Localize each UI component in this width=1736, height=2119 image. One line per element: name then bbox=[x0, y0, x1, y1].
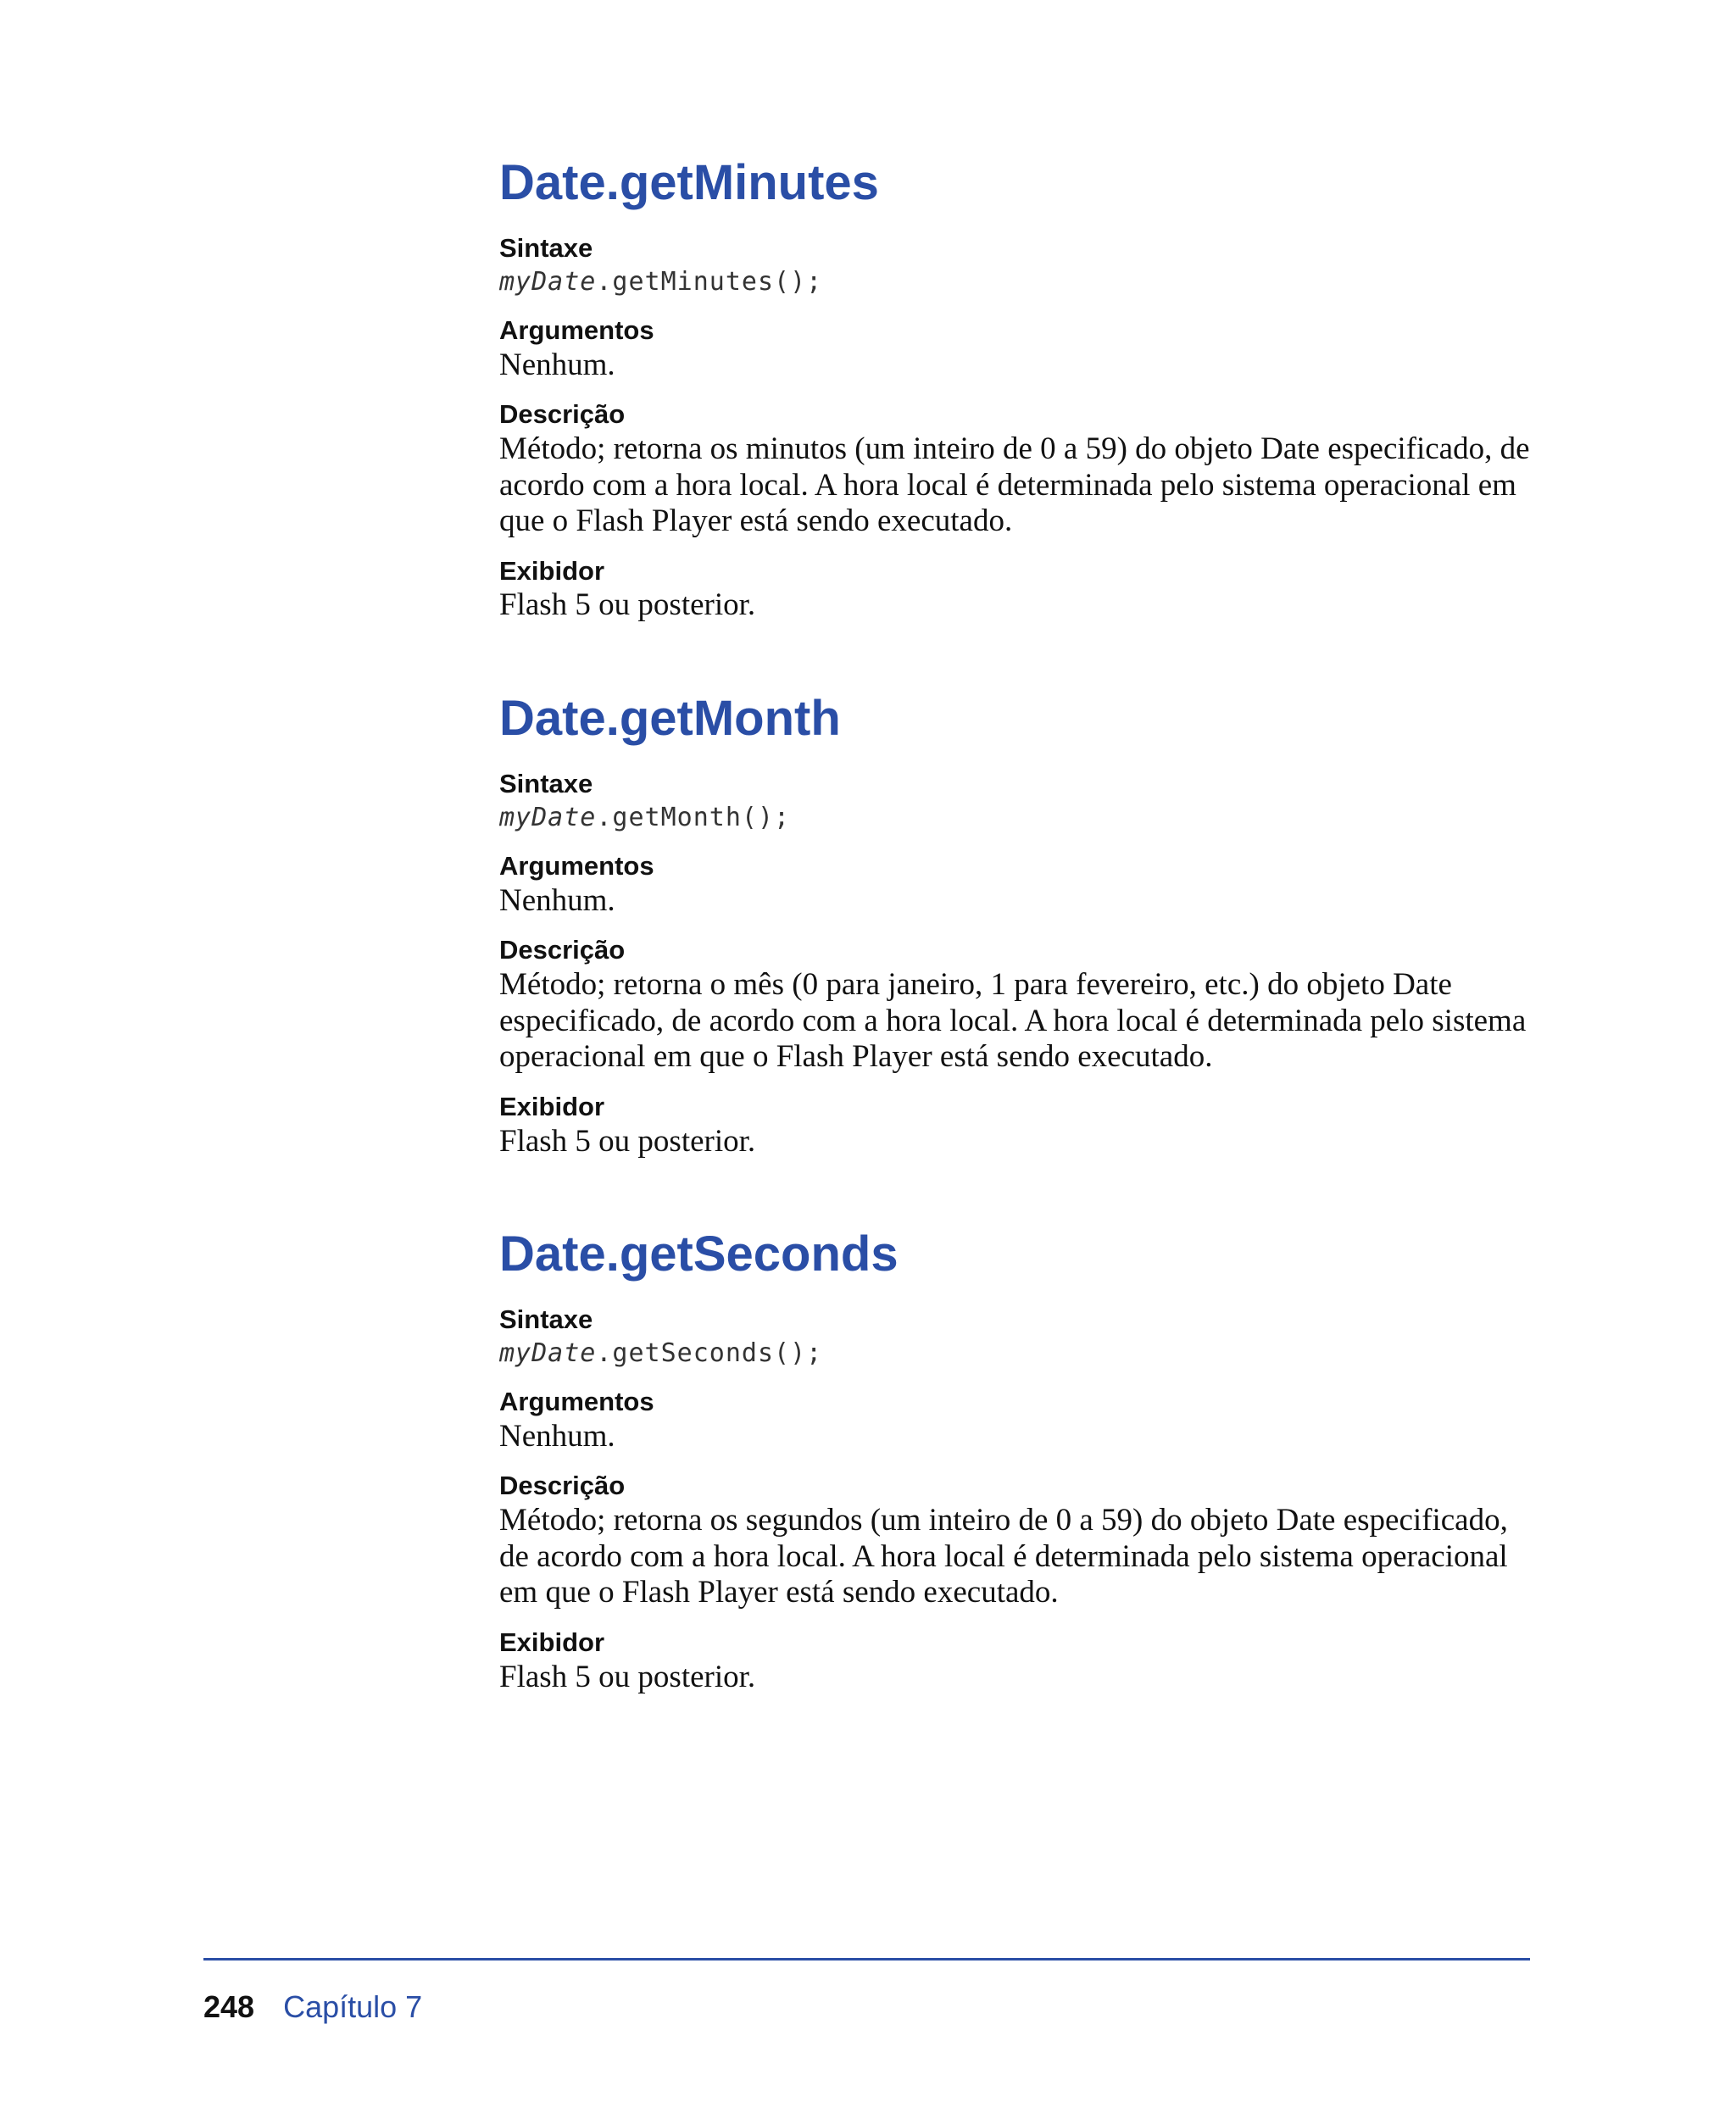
section-title: Date.getMinutes bbox=[499, 155, 879, 210]
player-label: Exibidor bbox=[499, 1091, 605, 1121]
arguments-label: Argumentos bbox=[499, 1387, 654, 1417]
player-block bbox=[499, 1091, 1533, 1160]
syntax-label: Sintaxe bbox=[499, 232, 593, 263]
page-content bbox=[499, 156, 1533, 1763]
syntax-method: .getMinutes(); bbox=[596, 266, 823, 297]
player-text: Flash 5 ou posterior. bbox=[499, 587, 756, 623]
arguments-text: Nenhum. bbox=[499, 347, 615, 382]
description-text: Método; retorna os segundos (um inteiro de 0 a 59) do objeto Date especificado, de acordo com a hora local. A hora local é determinada pelo sistema operacional em que o Flash Player está sendo executado. bbox=[499, 1503, 1508, 1610]
description-label: Descrição bbox=[499, 935, 626, 965]
syntax-variable: myDate bbox=[499, 266, 597, 297]
page-number: 248 bbox=[203, 1989, 255, 2024]
syntax-code bbox=[499, 801, 1533, 836]
section-title: Date.getSeconds bbox=[499, 1226, 899, 1282]
syntax-block bbox=[499, 232, 1533, 299]
arguments-block bbox=[499, 850, 1533, 919]
player-label: Exibidor bbox=[499, 555, 605, 586]
syntax-variable: myDate bbox=[499, 1338, 597, 1368]
section-date-getminutes bbox=[499, 156, 1533, 624]
section-title: Date.getMonth bbox=[499, 691, 841, 747]
syntax-method: .getMonth(); bbox=[596, 802, 791, 832]
description-label: Descrição bbox=[499, 399, 626, 430]
description-text: Método; retorna o mês (0 para janeiro, 1 para fevereiro, etc.) do objeto Date especificado, de acordo com a hora local. A hora local é determinada pelo sistema operacional em que o Flash Player está sendo executado. bbox=[499, 967, 1527, 1075]
arguments-text: Nenhum. bbox=[499, 1418, 615, 1454]
syntax-label: Sintaxe bbox=[499, 768, 593, 798]
description-text: Método; retorna os minutos (um inteiro de 0 a 59) do objeto Date especificado, de acordo com a hora local. A hora local é determinada pelo sistema operacional em que o Flash Player está sendo executado. bbox=[499, 431, 1530, 539]
player-text: Flash 5 ou posterior. bbox=[499, 1659, 756, 1694]
player-text: Flash 5 ou posterior. bbox=[499, 1123, 756, 1159]
section-date-getseconds bbox=[499, 1227, 1533, 1695]
page-footer bbox=[203, 1989, 423, 2024]
player-block bbox=[499, 1627, 1533, 1695]
description-block bbox=[499, 398, 1533, 539]
syntax-block bbox=[499, 1304, 1533, 1371]
footer-divider bbox=[203, 1958, 1530, 1960]
arguments-label: Argumentos bbox=[499, 851, 654, 882]
syntax-code bbox=[499, 265, 1533, 300]
arguments-label: Argumentos bbox=[499, 315, 654, 346]
chapter-label: Capítulo 7 bbox=[283, 1989, 423, 2024]
arguments-block bbox=[499, 1386, 1533, 1454]
player-label: Exibidor bbox=[499, 1627, 605, 1657]
arguments-text: Nenhum. bbox=[499, 882, 615, 918]
syntax-variable: myDate bbox=[499, 802, 597, 832]
player-block bbox=[499, 555, 1533, 624]
syntax-label: Sintaxe bbox=[499, 1304, 593, 1334]
arguments-block bbox=[499, 314, 1533, 383]
section-date-getmonth bbox=[499, 692, 1533, 1160]
description-block bbox=[499, 1470, 1533, 1610]
syntax-code bbox=[499, 1337, 1533, 1371]
description-label: Descrição bbox=[499, 1471, 626, 1501]
description-block bbox=[499, 934, 1533, 1075]
syntax-method: .getSeconds(); bbox=[596, 1338, 823, 1368]
syntax-block bbox=[499, 768, 1533, 835]
